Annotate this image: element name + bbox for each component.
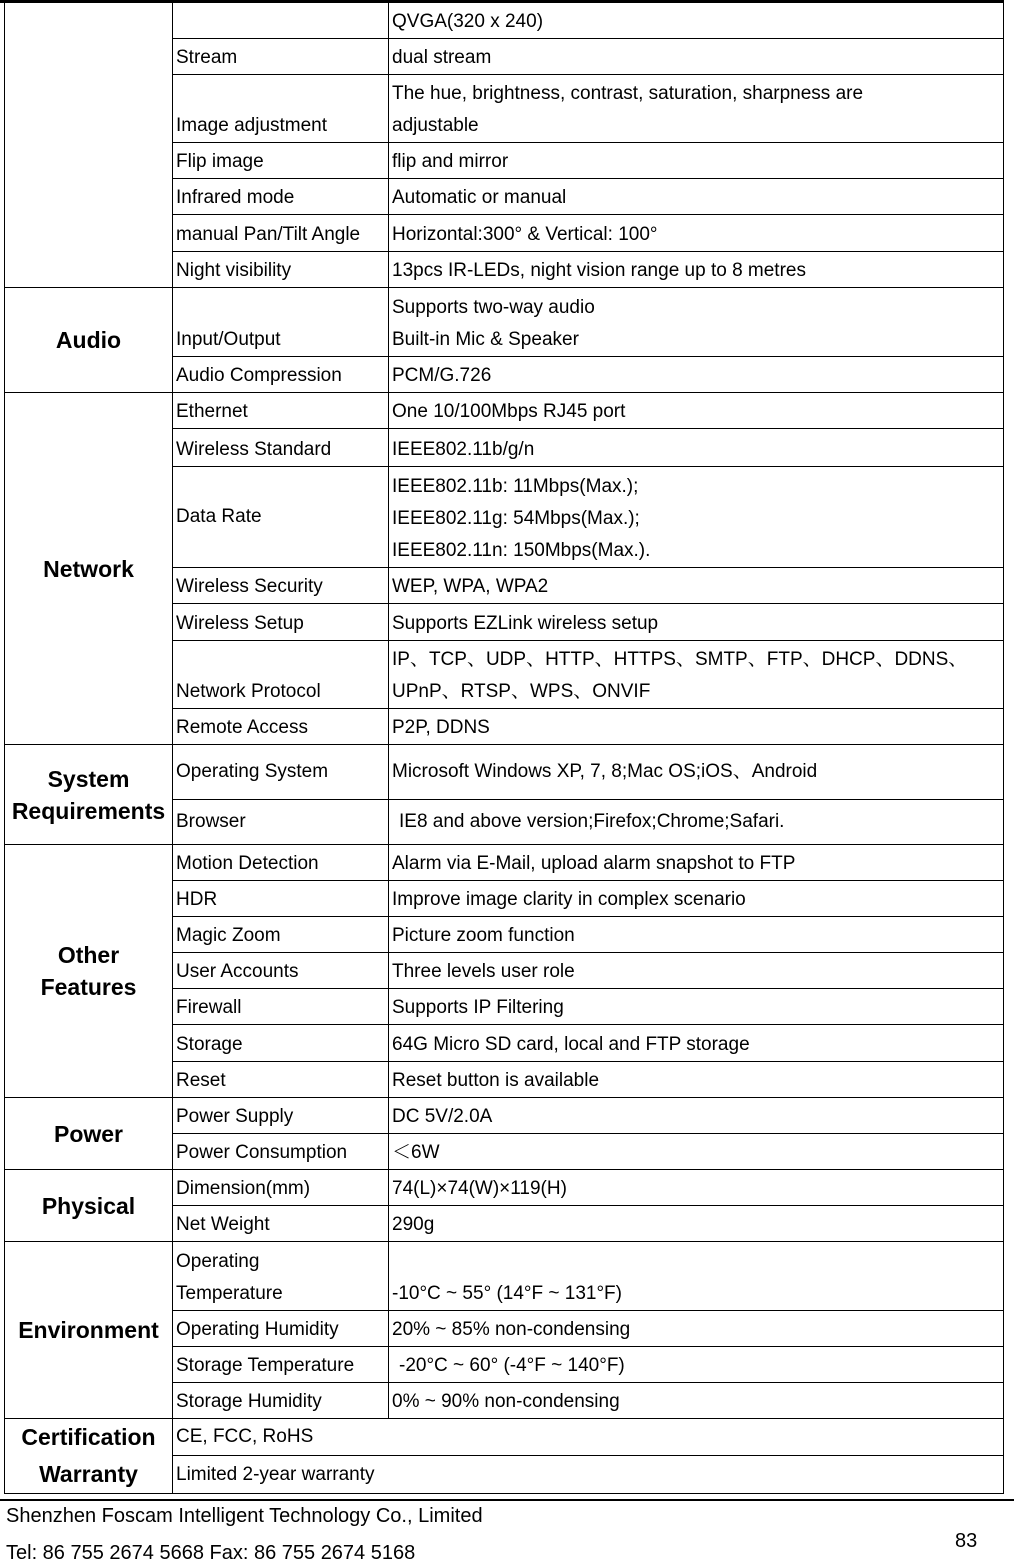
spec-value: ＜6W	[389, 1134, 1004, 1170]
table-row	[5, 845, 1004, 881]
spec-label	[173, 3, 389, 39]
spec-label: Wireless Setup	[173, 604, 389, 641]
footer-rule	[0, 1499, 1014, 1501]
spec-label: manual Pan/Tilt Angle	[173, 215, 389, 252]
spec-label: Wireless Standard	[173, 429, 389, 467]
spec-value: 20% ~ 85% non-condensing	[389, 1311, 1004, 1347]
spec-label: Motion Detection	[173, 845, 389, 881]
spec-label: Flip image	[173, 143, 389, 179]
spec-label: Reset	[173, 1062, 389, 1098]
spec-value: -20°C ~ 60° (-4°F ~ 140°F)	[389, 1347, 1004, 1383]
spec-value-line: IEEE802.11g: 54Mbps(Max.);	[392, 508, 640, 529]
spec-value: P2P, DDNS	[389, 709, 1004, 745]
spec-value-line: The hue, brightness, contrast, saturation, sharpness are	[392, 83, 864, 104]
spec-value: One 10/100Mbps RJ45 port	[389, 393, 1004, 429]
spec-value: IE8 and above version;Firefox;Chrome;Safari.	[389, 800, 1004, 845]
category-other-features	[5, 845, 173, 1098]
spec-label: User Accounts	[173, 953, 389, 989]
spec-value: WEP, WPA, WPA2	[389, 568, 1004, 604]
spec-label: Remote Access	[173, 709, 389, 745]
category-network: Network	[5, 393, 173, 745]
spec-value: Three levels user role	[389, 953, 1004, 989]
spec-label: Infrared mode	[173, 179, 389, 215]
table-row	[5, 1098, 1004, 1134]
spec-value: Supports EZLink wireless setup	[389, 604, 1004, 641]
spec-label: Storage Temperature	[173, 1347, 389, 1383]
spec-label: Night visibility	[173, 252, 389, 288]
spec-value: Improve image clarity in complex scenario	[389, 881, 1004, 917]
spec-value: 290g	[389, 1206, 1004, 1242]
category-line: Requirements	[11, 797, 166, 824]
category-line: Certification	[21, 1424, 156, 1450]
spec-value	[389, 467, 1004, 568]
spec-label: Audio Compression	[173, 357, 389, 393]
spec-value: 64G Micro SD card, local and FTP storage	[389, 1025, 1004, 1062]
spec-label: Browser	[173, 800, 389, 845]
table-row	[5, 393, 1004, 429]
spec-label: Wireless Security	[173, 568, 389, 604]
spec-label: Magic Zoom	[173, 917, 389, 953]
category-system-requirements	[5, 745, 173, 845]
category-video-continued	[5, 3, 173, 288]
spec-label: Input/Output	[173, 288, 389, 357]
spec-label: Stream	[173, 39, 389, 75]
category-audio: Audio	[5, 288, 173, 393]
spec-label: Operating System	[173, 745, 389, 800]
table-row	[5, 1242, 1004, 1311]
spec-value-line: IP、TCP、UDP、HTTP、HTTPS、SMTP、FTP、DHCP、DDNS、	[392, 649, 968, 670]
spec-value: QVGA(320 x 240)	[389, 3, 1004, 39]
spec-value: 13pcs IR-LEDs, night vision range up to 8 metres	[389, 252, 1004, 288]
spec-value: Alarm via E-Mail, upload alarm snapshot to FTP	[389, 845, 1004, 881]
spec-label: Network Protocol	[173, 641, 389, 709]
category-line: Features	[40, 974, 137, 1000]
spec-label: Firewall	[173, 989, 389, 1025]
spec-label-line: Temperature	[176, 1283, 283, 1304]
spec-value-line: UPnP、RTSP、WPS、ONVIF	[392, 681, 651, 702]
footer-contact: Tel: 86 755 2674 5668 Fax: 86 755 2674 5168	[6, 1542, 416, 1564]
spec-label: Storage Humidity	[173, 1383, 389, 1419]
spec-value: IEEE802.11b/g/n	[389, 429, 1004, 467]
spec-value: DC 5V/2.0A	[389, 1098, 1004, 1134]
spec-value-line: Built-in Mic & Speaker	[392, 329, 579, 350]
spec-value: PCM/G.726	[389, 357, 1004, 393]
spec-label: Net Weight	[173, 1206, 389, 1242]
spec-value-line: IEEE802.11n: 150Mbps(Max.).	[392, 540, 651, 561]
spec-label: Data Rate	[173, 467, 389, 568]
spec-label: Power Supply	[173, 1098, 389, 1134]
spec-value: Limited 2-year warranty	[173, 1456, 1004, 1494]
spec-label: Dimension(mm)	[173, 1170, 389, 1206]
spec-value: Reset button is available	[389, 1062, 1004, 1098]
spec-value: -10°C ~ 55° (14°F ~ 131°F)	[389, 1242, 1004, 1311]
spec-value	[389, 75, 1004, 143]
table-row	[5, 3, 1004, 39]
spec-label: Power Consumption	[173, 1134, 389, 1170]
spec-label: Ethernet	[173, 393, 389, 429]
spec-label: Operating Humidity	[173, 1311, 389, 1347]
table-row	[5, 288, 1004, 357]
spec-label-line: Operating	[176, 1251, 260, 1272]
category-power: Power	[5, 1098, 173, 1170]
spec-value: 0% ~ 90% non-condensing	[389, 1383, 1004, 1419]
category-environment: Environment	[5, 1242, 173, 1419]
spec-label	[173, 1242, 389, 1311]
spec-table	[4, 2, 1004, 1494]
category-physical: Physical	[5, 1170, 173, 1242]
spec-value: Picture zoom function	[389, 917, 1004, 953]
spec-value-line: Supports two-way audio	[392, 297, 595, 318]
spec-value: dual stream	[389, 39, 1004, 75]
spec-label: Storage	[173, 1025, 389, 1062]
footer-company: Shenzhen Foscam Intelligent Technology Co., Limited	[6, 1505, 483, 1527]
spec-value: 74(L)×74(W)×119(H)	[389, 1170, 1004, 1206]
spec-value	[389, 641, 1004, 709]
category-line: Warranty	[39, 1461, 138, 1487]
page-number: 83	[955, 1530, 978, 1552]
category-line: Other	[57, 942, 120, 968]
spec-value-line: IEEE802.11b: 11Mbps(Max.);	[392, 476, 639, 497]
spec-label: HDR	[173, 881, 389, 917]
spec-value: CE, FCC, RoHS	[173, 1419, 1004, 1456]
spec-value: flip and mirror	[389, 143, 1004, 179]
spec-value	[389, 288, 1004, 357]
table-row	[5, 1419, 1004, 1456]
category-certification-warranty	[5, 1419, 173, 1494]
spec-value: Horizontal:300° & Vertical: 100°	[389, 215, 1004, 252]
spec-value: Microsoft Windows XP, 7, 8;Mac OS;iOS、Android	[389, 745, 1004, 800]
spec-label: Image adjustment	[173, 75, 389, 143]
spec-value-line: adjustable	[392, 115, 479, 136]
spec-value: Supports IP Filtering	[389, 989, 1004, 1025]
table-row	[5, 745, 1004, 800]
table-row	[5, 1170, 1004, 1206]
category-line: System	[47, 765, 130, 792]
spec-value: Automatic or manual	[389, 179, 1004, 215]
